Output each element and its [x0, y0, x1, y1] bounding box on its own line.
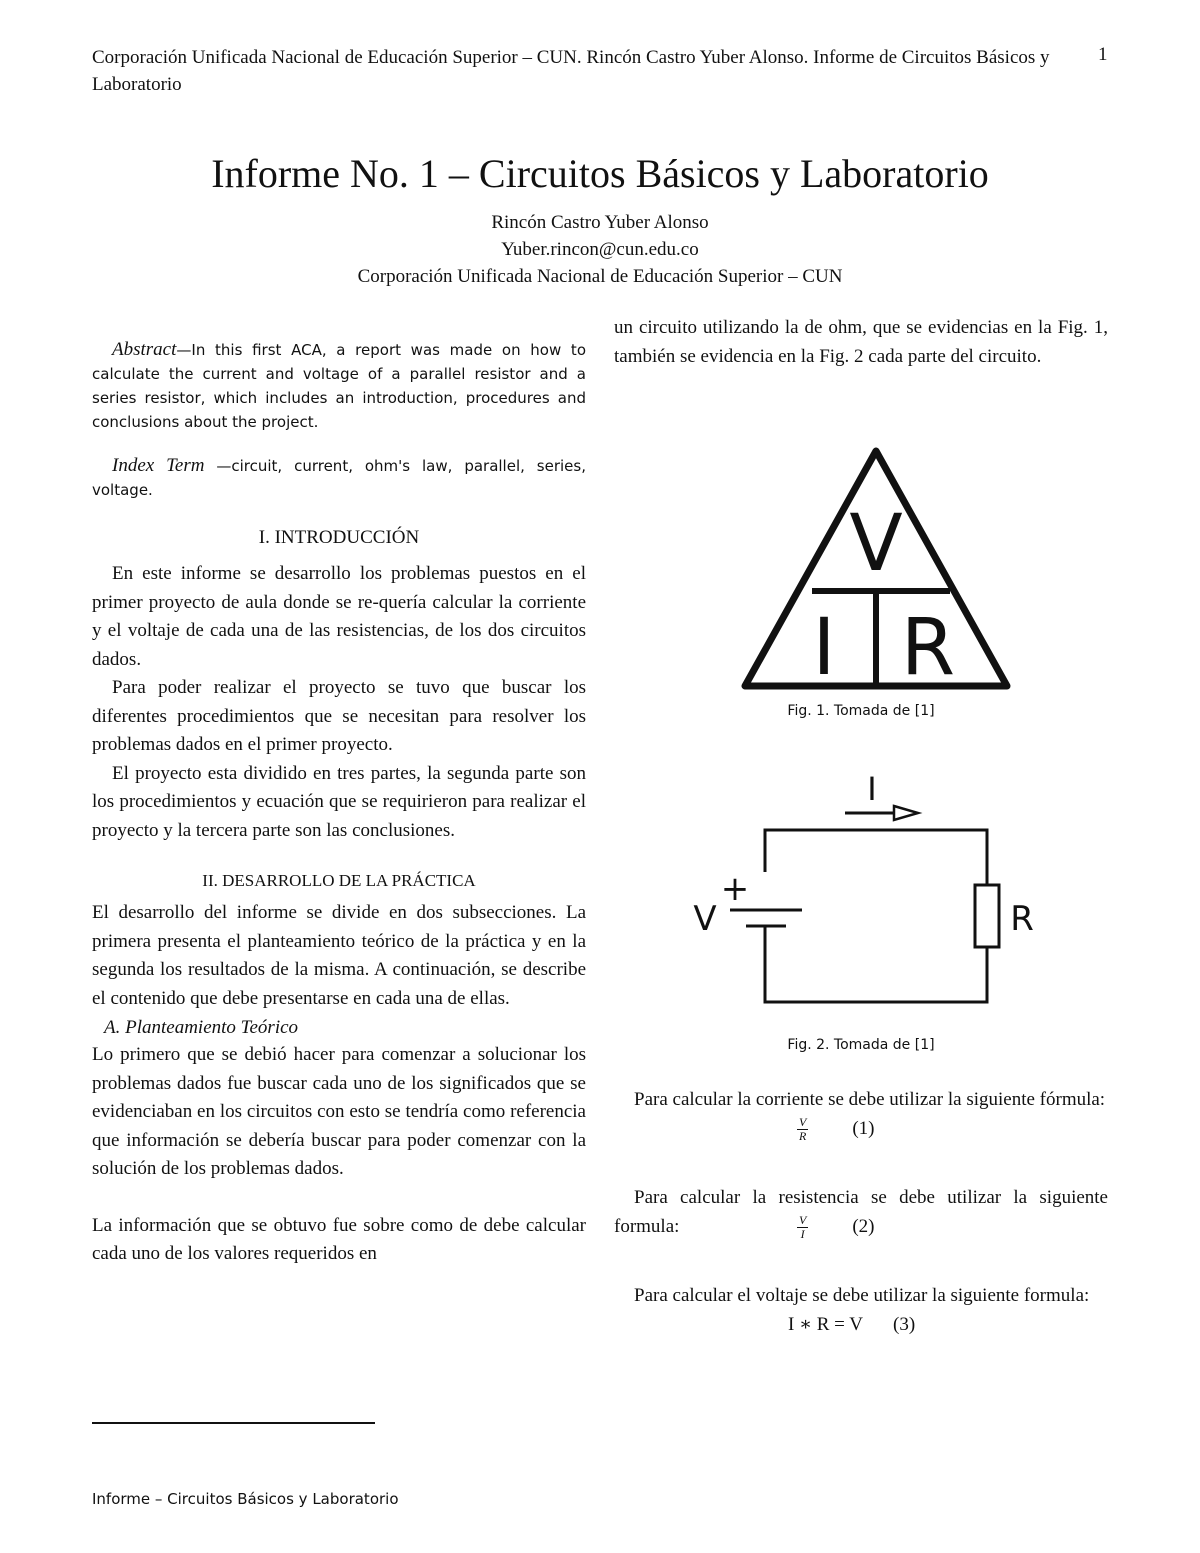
equation-1-intro: Para calcular la corriente se debe utilizar la siguiente fórmula:: [634, 1089, 1106, 1110]
author-name: Rincón Castro Yuber Alonso: [491, 212, 709, 233]
desarrollo-paragraph: El desarrollo del informe se divide en dos subsecciones. La primera presenta el planteamiento teórico de la práctica y en la segunda los resultados de la misma. A continuación, se describe el contenido que debe presentarse en cada una de ellas.: [92, 902, 586, 1009]
equation-1-block: [614, 1086, 1108, 1115]
page-number: 1: [1098, 44, 1108, 65]
abstract-text: —In this first ACA, a report was made on how to calculate the current and voltage of a parallel resistor and a series resistor, which includes an introduction, procedures and conclusions about the project.: [92, 341, 586, 431]
footnote-rule: [92, 1422, 375, 1424]
figure-2-caption: Fig. 2. Tomada de [1]: [787, 1037, 935, 1053]
paper-title: Informe No. 1 – Circuitos Básicos y Laboratorio: [211, 151, 989, 196]
equation-3-block: [614, 1282, 1108, 1311]
circuit-wire-bottom: [765, 925, 987, 1002]
circuit-label-voltage: V: [693, 899, 717, 939]
intro-paragraph-1: En este informe se desarrollo los problemas puestos en el primer proyecto de aula donde se re-quería calcular la corriente y el voltaje de cada una de las resistencias, de los dos circuitos dados.: [92, 563, 586, 670]
triangle-label-i: I: [812, 603, 836, 691]
subsection-a-paragraph-2: La información que se obtuvo fue sobre como de debe calcular cada uno de los valores requeridos en: [92, 1214, 586, 1264]
author-email[interactable]: Yuber.rincon@cun.edu.co: [501, 239, 699, 260]
page-footer: Informe – Circuitos Básicos y Laboratorio: [92, 1490, 399, 1508]
right-column: [614, 314, 1108, 371]
equation-1-fraction: [797, 1116, 808, 1143]
index-terms: [92, 454, 586, 502]
equation-3-number: (3): [893, 1314, 916, 1335]
equation-1-denominator: R: [799, 1129, 807, 1143]
equation-2-numerator: V: [799, 1213, 807, 1227]
equation-2: [793, 1214, 875, 1241]
left-column: [92, 338, 586, 1269]
circuit-label-current: I: [867, 770, 877, 808]
equation-3: [788, 1313, 915, 1336]
resistor-symbol: [975, 885, 999, 947]
index-terms-label: Index Term: [112, 455, 205, 476]
abstract: [92, 338, 586, 434]
equation-2-fraction: [797, 1214, 808, 1241]
triangle-label-v: V: [849, 499, 903, 589]
equation-3-intro: Para calcular el voltaje se debe utilizar la siguiente formula:: [634, 1285, 1090, 1306]
equation-1-numerator: V: [799, 1115, 807, 1129]
subsection-a-paragraph-1: Lo primero que se debió hacer para comenzar a solucionar los problemas dados fue buscar cada uno de los significados que se evidenciaban en los circuitos con esto se tendría como referencia que información se debería buscar para poder comenzar con la solución de los problemas dados.: [92, 1044, 586, 1179]
subsection-heading-a: A. Planteamiento Teórico: [104, 1017, 299, 1038]
equation-2-intro: Para calcular la resistencia se debe utilizar la siguiente formula:: [614, 1187, 1108, 1237]
figure-1-caption: Fig. 1. Tomada de [1]: [787, 703, 935, 719]
abstract-label: Abstract: [112, 339, 177, 360]
running-header: Corporación Unificada Nacional de Educación Superior – CUN. Rincón Castro Yuber Alonso. Informe de Circuitos Básicos y Laboratorio: [92, 47, 1050, 95]
ohms-law-triangle-figure: [736, 446, 1016, 691]
section-heading-desarrollo: II. DESARROLLO DE LA PRÁCTICA: [202, 871, 476, 890]
author-affiliation: Corporación Unificada Nacional de Educación Superior – CUN: [357, 266, 843, 287]
continuation-paragraph: un circuito utilizando la de ohm, que se evidencias en la Fig. 1, también se evidencia en la Fig. 2 cada parte del circuito.: [614, 317, 1108, 367]
equation-3-expression: I ∗ R = V: [788, 1314, 864, 1335]
circuit-figure: [690, 760, 1050, 1010]
equation-2-denominator: I: [800, 1227, 805, 1241]
circuit-label-plus: +: [720, 869, 750, 909]
equation-2-number: (2): [852, 1215, 875, 1237]
triangle-label-r: R: [900, 603, 956, 691]
equation-1: [793, 1116, 875, 1143]
current-arrow-head: [894, 806, 918, 820]
section-heading-intro: I. INTRODUCCIÓN: [258, 527, 420, 548]
circuit-label-resistor: R: [1010, 899, 1034, 939]
index-terms-text: —circuit, current, ohm's law, parallel, series, voltage.: [92, 457, 586, 499]
equation-1-number: (1): [852, 1117, 875, 1139]
intro-paragraph-2: Para poder realizar el proyecto se tuvo que buscar los diferentes procedimientos que se necesitan para resolver los problemas dados en el primer proyecto.: [92, 677, 586, 755]
intro-paragraph-3: El proyecto esta dividido en tres partes, la segunda parte son los procedimientos y ecuación que se requirieron para realizar el proyecto y la tercera parte son las conclusiones.: [92, 762, 586, 841]
circuit-wire-top: [765, 830, 987, 885]
